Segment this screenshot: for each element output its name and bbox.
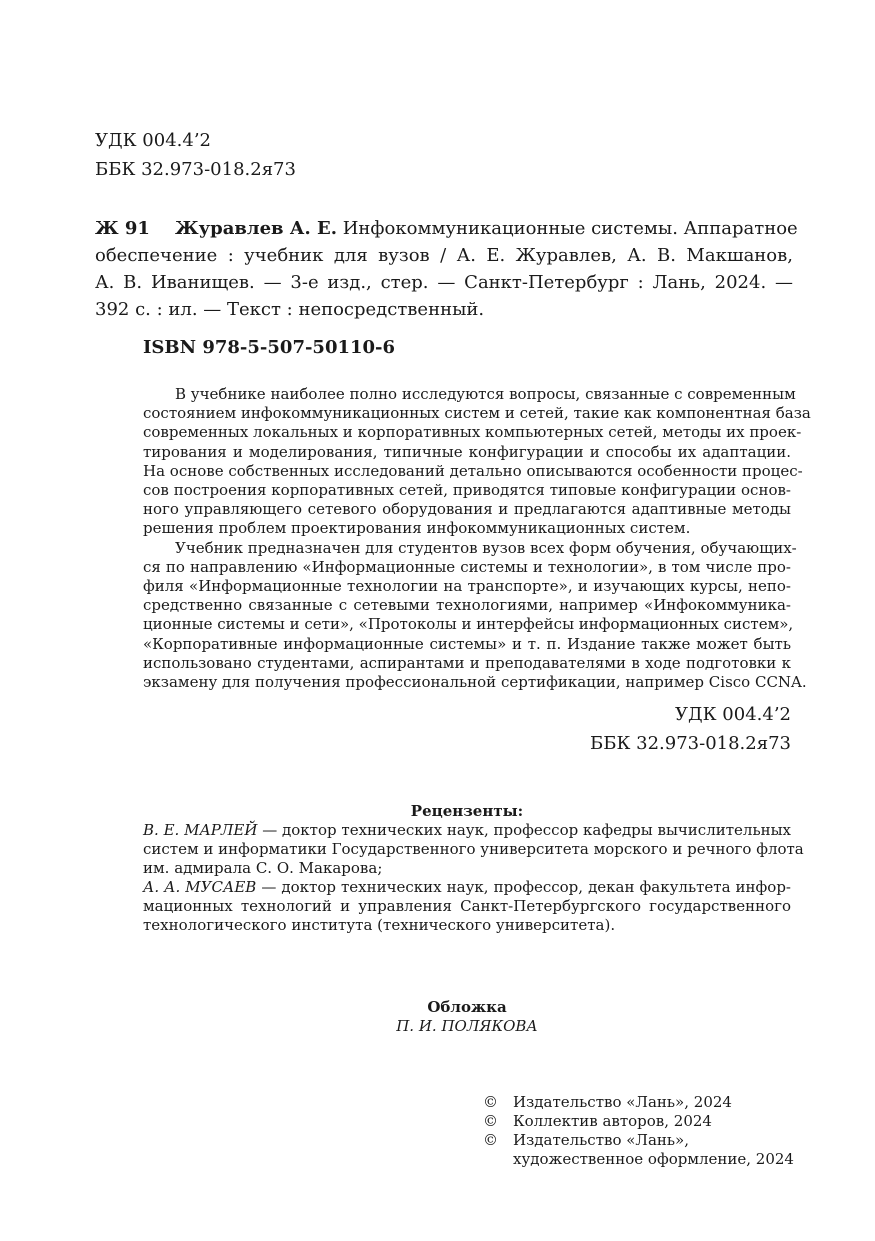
title-start: Инфокоммуникационные системы. Аппаратное <box>342 218 798 239</box>
abstract-line: филя «Информационные технологии на транспорте», и изучающих курсы, непо- <box>143 577 791 596</box>
abstract-line: средственно связанные с сетевыми технологиями, например «Инфокоммуника- <box>143 596 791 615</box>
author-mark: Ж 91 <box>95 218 150 239</box>
reviewer-2-desc: — доктор технических наук, профессор, декан факультета инфор- <box>256 878 791 896</box>
udk-code: УДК 004.4’2 <box>95 130 211 151</box>
cover-credit <box>143 998 791 1036</box>
bbk-code: ББК 32.973-018.2я73 <box>590 733 791 754</box>
abstract-line: На основе собственных исследований детально описываются особенности процес- <box>143 461 803 480</box>
copyright-block <box>483 1093 794 1169</box>
abstract-line: экзамену для получения профессиональной сертификации, например Cisco CCNA. <box>143 673 807 692</box>
abstract-line: сов построения корпоративных сетей, приводятся типовые конфигурации основ- <box>143 481 791 500</box>
abstract-line: решения проблем проектирования инфокоммуникационных систем. <box>143 519 691 538</box>
reviewer-2-line: технологического института (технического университета). <box>143 916 616 934</box>
reviewer-1-line <box>143 821 791 840</box>
cover-designer: П. И. ПОЛЯКОВА <box>396 1017 538 1035</box>
copyright-line-continuation: художественное оформление, 2024 <box>513 1150 794 1168</box>
classification-codes-top <box>95 126 296 184</box>
reviewer-1-line: им. адмирала С. О. Макарова; <box>143 859 383 877</box>
abstract-line: тирования и моделирования, типичные конфигурации и способы их адаптации. <box>143 442 791 461</box>
abstract-line: ционные системы и сети», «Протоколы и интерфейсы информационных систем», <box>143 615 794 634</box>
reviewers <box>143 802 804 935</box>
abstract-line: В учебнике наиболее полно исследуются вопросы, связанные с современным <box>175 385 796 403</box>
copyright-icon: © <box>483 1093 498 1111</box>
author-name: Журавлев А. Е. <box>175 218 337 239</box>
abstract-line: ного управляющего сетевого оборудования и предлагаются адаптивные методы <box>143 500 791 519</box>
copyright-icon: © <box>483 1131 498 1149</box>
bbk-code: ББК 32.973-018.2я73 <box>95 159 296 180</box>
isbn: ISBN 978-5-507-50110-6 <box>143 337 396 358</box>
reviewer-2-name: А. А. МУСАЕВ <box>143 878 257 896</box>
abstract-line: ся по направлению «Информационные системы и технологии», в том числе про- <box>143 557 791 576</box>
reviewer-1-desc: — доктор технических наук, профессор кафедры вычислительных <box>257 821 791 839</box>
abstract-line: современных локальных и корпоративных компьютерных сетей, методы их проек- <box>143 423 802 442</box>
copyright-line: Коллектив авторов, 2024 <box>513 1112 712 1130</box>
abstract <box>143 385 811 692</box>
cover-title: Обложка <box>427 998 507 1016</box>
biblio-line-3: А. В. Иванищев. — 3-е изд., стер. — Санкт-Петербург : Лань, 2024. — <box>95 272 793 293</box>
biblio-line-2: обеспечение : учебник для вузов / А. Е. Журавлев, А. В. Макшанов, <box>95 245 793 266</box>
abstract-line: «Корпоративные информационные системы» и т. п. Издание также может быть <box>143 634 791 653</box>
reviewers-title: Рецензенты: <box>410 802 524 820</box>
reviewer-2-line <box>143 878 791 897</box>
copyright-line: Издательство «Лань», <box>513 1131 690 1149</box>
classification-codes-bottom <box>590 700 791 758</box>
biblio-line-4: 392 с. : ил. — Текст : непосредственный. <box>95 299 485 320</box>
copyright-line: Издательство «Лань», 2024 <box>513 1093 732 1111</box>
reviewer-1-line: систем и информатики Государственного университета морского и речного флота <box>143 840 804 858</box>
abstract-line: использовано студентами, аспирантами и преподавателями в ходе подготовки к <box>143 653 791 672</box>
udk-code: УДК 004.4’2 <box>675 704 791 725</box>
bibliographic-record <box>95 215 798 323</box>
abstract-line: Учебник предназначен для студентов вузов всех форм обучения, обучающих- <box>175 538 797 557</box>
abstract-line: состоянием инфокоммуникационных систем и сетей, такие как компонентная база <box>143 404 811 423</box>
biblio-heading <box>175 215 798 242</box>
reviewer-2-line: мационных технологий и управления Санкт-Петербургского государственного <box>143 897 791 915</box>
copyright-icon: © <box>483 1112 498 1130</box>
reviewer-1-name: В. Е. МАРЛЕЙ <box>143 821 258 839</box>
